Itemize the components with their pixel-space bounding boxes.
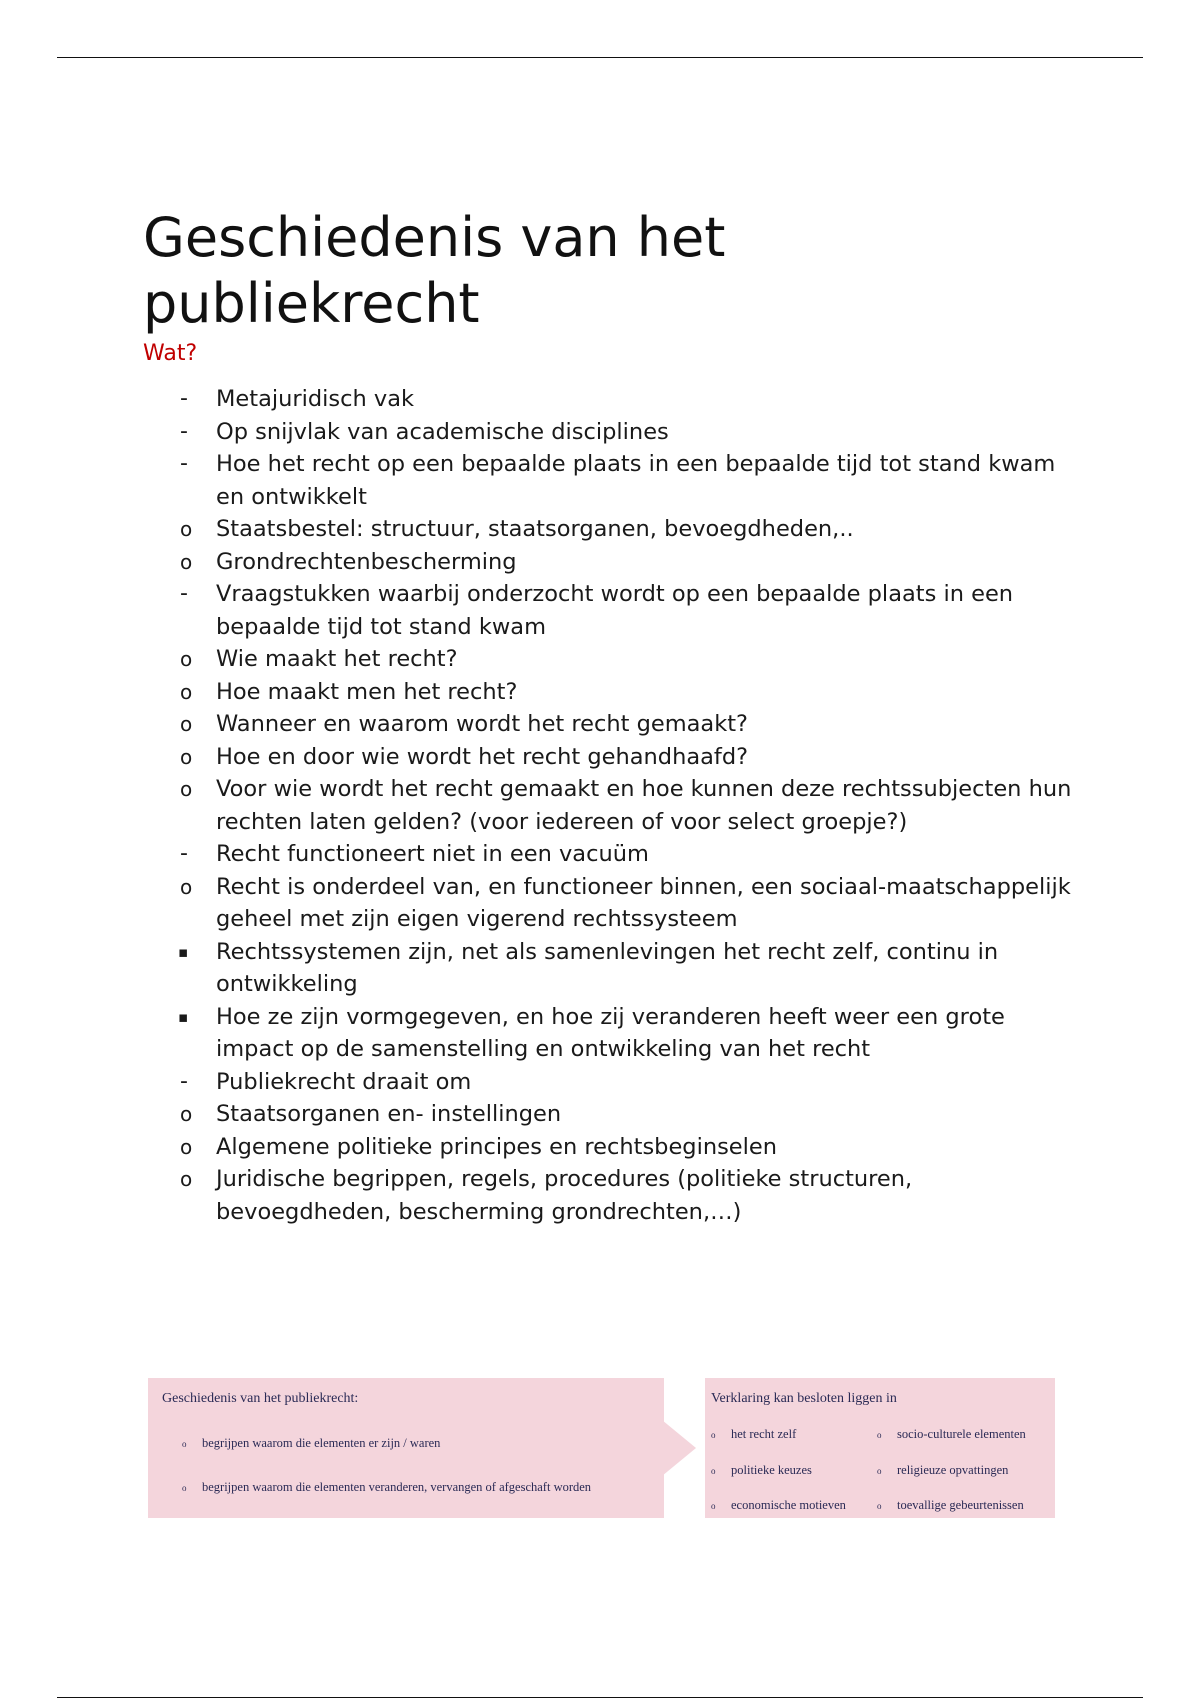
list-item-text: Rechtssystemen zijn, net als samenlevingen het recht zelf, continu in ontwikkeling (216, 938, 999, 997)
list-item-text: Algemene politieke principes en rechtsbeginselen (216, 1133, 778, 1160)
diagram-item-text: politieke keuzes (731, 1463, 812, 1477)
circle-bullet: o (182, 1439, 187, 1450)
diagram-right-box (705, 1378, 1055, 1518)
list-item (143, 936, 1073, 1001)
circle-bullet: o (877, 1501, 882, 1512)
header-rule (57, 57, 1143, 58)
diagram-item-text: het recht zelf (731, 1427, 797, 1441)
list-item-text: Hoe ze zijn vormgegeven, en hoe zij veranderen heeft weer een grote impact op de samenstelling en ontwikkeling van het recht (216, 1003, 1005, 1062)
list-item-text: Wie maakt het recht? (216, 646, 458, 672)
list-item (143, 1001, 1073, 1066)
circle-bullet: o (180, 517, 193, 541)
sublist-wrapper (143, 513, 1073, 578)
list-item (143, 448, 1073, 513)
diagram-left-title: Geschiedenis van het publiekrecht: (162, 1391, 359, 1406)
list-item-text: Staatsbestel: structuur, staatsorganen, bevoegdheden,.. (216, 516, 854, 542)
circle-bullet: o (180, 647, 193, 671)
list-item-text: Wanneer en waarom wordt het recht gemaakt? (216, 711, 749, 737)
list-item (143, 1163, 1073, 1228)
footer-rule (57, 1697, 1143, 1698)
diagram-right-item (877, 1427, 1026, 1442)
circle-bullet: o (711, 1501, 716, 1512)
circle-bullet: o (877, 1466, 882, 1477)
list-item (143, 773, 1073, 838)
list-item (143, 1066, 1073, 1099)
list-item-text: Voor wie wordt het recht gemaakt en hoe kunnen deze rechtssubjecten hun rechten laten gelden? (voor iedereen of voor select groepje?) (216, 776, 1072, 835)
list-item-text: Recht functioneert niet in een vacuüm (216, 841, 649, 867)
dash-bullet: - (180, 386, 188, 411)
list-item (143, 1098, 1073, 1131)
list-item-text: Publiekrecht draait om (216, 1068, 472, 1095)
circle-bullet: o (877, 1430, 882, 1441)
diagram-right-title: Verklaring kan besloten liggen in (711, 1391, 897, 1406)
summary-diagram (148, 1378, 1056, 1518)
circle-bullet: o (182, 1483, 187, 1494)
circle-bullet: o (180, 1102, 193, 1126)
list-item (143, 578, 1073, 643)
list-item-text: Vraagstukken waarbij onderzocht wordt op een bepaalde plaats in een bepaalde tijd tot stand kwam (216, 581, 1014, 640)
diagram-item-text: toevallige gebeurtenissen (897, 1498, 1024, 1512)
sublist (143, 936, 1073, 1066)
list-item-text: Juridische begrippen, regels, procedures (politieke structuren, bevoegdheden, bescherming grondrechten,…) (216, 1166, 913, 1225)
sublist-wrapper (143, 871, 1073, 1066)
list-item (143, 546, 1073, 579)
list-item (143, 676, 1073, 709)
list-item-text: Hoe het recht op een bepaalde plaats in een bepaalde tijd tot stand kwam en ontwikkelt (216, 451, 1056, 510)
dash-bullet: - (180, 1068, 188, 1094)
title-line-1: Geschiedenis van het (143, 206, 726, 269)
sublist (143, 1098, 1073, 1228)
list-item (143, 643, 1073, 676)
diagram-right-item (711, 1498, 846, 1513)
circle-bullet: o (180, 874, 193, 899)
section-subheading: Wat? (143, 341, 198, 366)
list-item (143, 383, 1073, 416)
list-item-text: Metajuridisch vak (216, 386, 415, 412)
diagram-left-item (182, 1480, 591, 1495)
square-bullet: ▪ (178, 1007, 189, 1026)
dash-bullet: - (180, 451, 188, 476)
list-item (143, 1131, 1073, 1164)
square-bullet: ▪ (178, 942, 189, 961)
circle-bullet: o (180, 1167, 193, 1191)
dash-bullet: - (180, 841, 188, 866)
circle-bullet: o (711, 1430, 716, 1441)
list-item-text: Recht is onderdeel van, en functioneer binnen, een sociaal-maatschappelijk geheel met zijn eigen vigerend rechtssysteem (216, 873, 1071, 932)
sublist (143, 513, 1073, 578)
diagram-left-item (182, 1436, 440, 1451)
diagram-item-text: begrijpen waarom die elementen er zijn / waren (202, 1436, 441, 1450)
dash-bullet: - (180, 418, 188, 444)
circle-bullet: o (711, 1466, 716, 1477)
sublist-wrapper (143, 643, 1073, 838)
circle-bullet: o (180, 744, 193, 769)
circle-bullet: o (180, 549, 193, 574)
diagram-left-box (148, 1378, 664, 1518)
list-item-text: Staatsorganen en- instellingen (216, 1101, 562, 1127)
list-item (143, 708, 1073, 741)
list-item (143, 741, 1073, 774)
diagram-item-text: economische motieven (731, 1498, 846, 1512)
document-body (143, 205, 1073, 1228)
diagram-right-item (877, 1463, 1008, 1478)
list-item-text: Op snijvlak van academische disciplines (216, 418, 669, 445)
sublist (143, 871, 1073, 1066)
circle-bullet: o (180, 712, 193, 736)
document-title (143, 205, 1073, 337)
sublist (143, 643, 1073, 838)
outline-list (143, 383, 1073, 1228)
diagram-right-item (877, 1498, 1024, 1513)
diagram-right-item (711, 1427, 796, 1442)
list-item-text: Hoe maakt men het recht? (216, 678, 518, 705)
dash-bullet: - (180, 581, 188, 606)
list-item-text: Hoe en door wie wordt het recht gehandhaafd? (216, 743, 749, 770)
list-item (143, 416, 1073, 449)
list-item (143, 513, 1073, 546)
sublist-wrapper (143, 936, 1073, 1066)
diagram-arrow-icon (662, 1420, 696, 1476)
diagram-item-text: begrijpen waarom die elementen veranderen, vervangen of afgeschaft worden (202, 1480, 592, 1494)
list-item (143, 871, 1073, 936)
title-line-2: publiekrecht (143, 272, 480, 335)
circle-bullet: o (180, 679, 193, 704)
list-item (143, 838, 1073, 871)
diagram-right-item (711, 1463, 812, 1478)
diagram-item-text: religieuze opvattingen (897, 1463, 1009, 1477)
diagram-item-text: socio-culturele elementen (897, 1427, 1026, 1441)
sublist-wrapper (143, 1098, 1073, 1228)
circle-bullet: o (180, 777, 193, 801)
list-item-text: Grondrechtenbescherming (216, 548, 517, 575)
circle-bullet: o (180, 1134, 193, 1159)
